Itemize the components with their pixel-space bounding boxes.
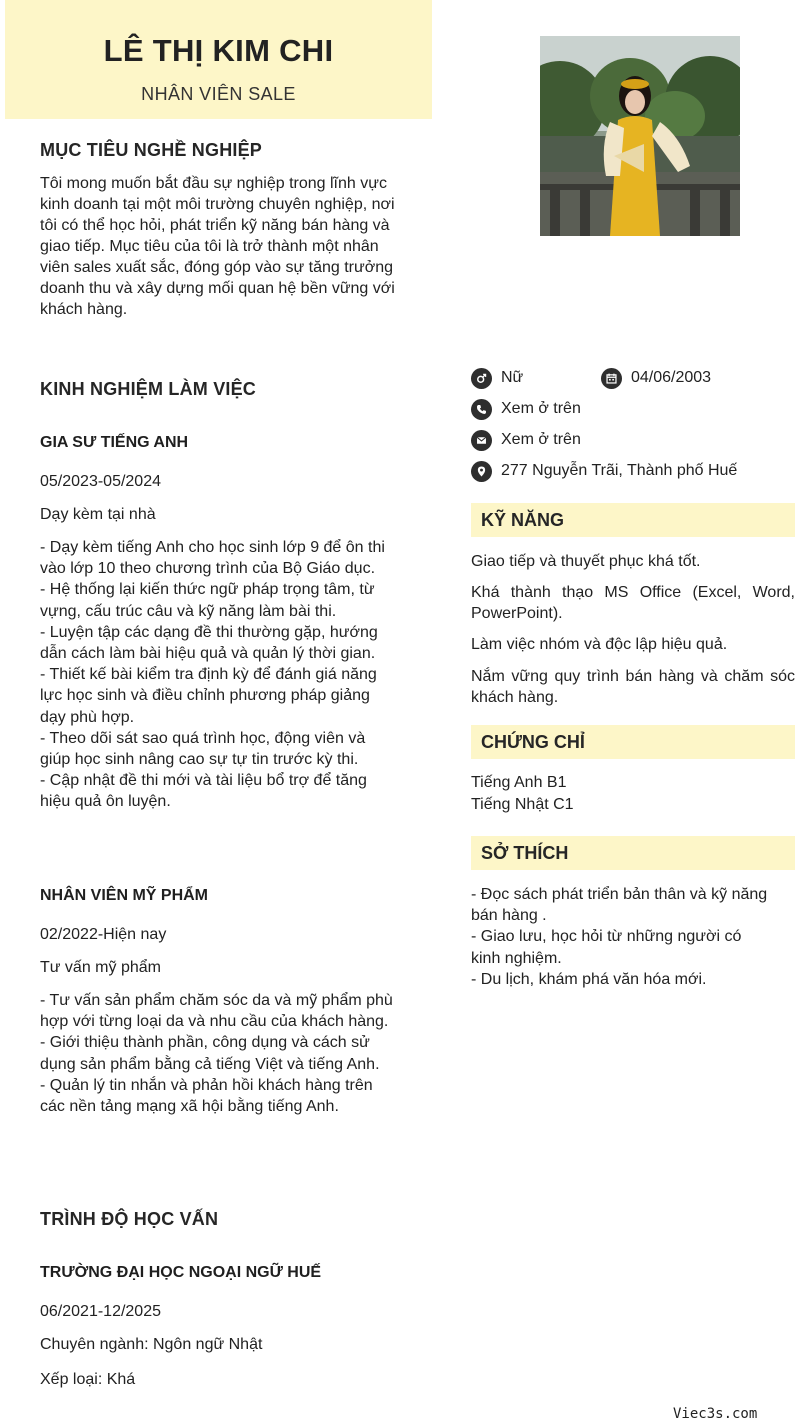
skills-heading: KỸ NĂNG bbox=[471, 503, 795, 537]
skill-item: Làm việc nhóm và độc lập hiệu quả. bbox=[471, 636, 728, 653]
experience-heading: KINH NGHIỆM LÀM VIỆC bbox=[40, 379, 257, 399]
email-icon bbox=[471, 430, 492, 451]
certificates-heading: CHỨNG CHỈ bbox=[471, 725, 795, 759]
email-row bbox=[471, 429, 581, 451]
job-entry bbox=[40, 434, 395, 811]
experience-heading-block bbox=[40, 379, 395, 400]
certificate-item: Tiếng Nhật C1 bbox=[471, 796, 574, 813]
education-major: Chuyên ngành: Ngôn ngữ Nhật bbox=[40, 1336, 263, 1353]
gender-row bbox=[471, 367, 523, 389]
skill-item: Khá thành thạo MS Office (Excel, Word, PowerPoint). bbox=[471, 584, 795, 622]
skill-item: Giao tiếp và thuyết phục khá tốt. bbox=[471, 553, 701, 570]
education-section bbox=[40, 1209, 395, 1230]
job-title-1: GIA SƯ TIẾNG ANH bbox=[40, 434, 189, 451]
job-title-2: NHÂN VIÊN MỸ PHẨM bbox=[40, 887, 209, 904]
job-role-1: Dạy kèm tại nhà bbox=[40, 506, 156, 523]
address-value: 277 Nguyễn Trãi, Thành phố Huế bbox=[501, 462, 738, 479]
address-row bbox=[471, 460, 737, 482]
job-title: NHÂN VIÊN SALE bbox=[141, 84, 296, 104]
phone-icon bbox=[471, 399, 492, 420]
job-details-2: - Tư vấn sản phẩm chăm sóc da và mỹ phẩm phù hợp với từng loại da và nhu cầu của khách hàng. - Giới thiệu thành phần, công dụng và cách sử dụng sản phẩm bằng cả tiếng Việt và tiếng Anh. - Quản lý tin nhắn và phản hồi khách hàng trên các nền tảng mạng xã hội bằng tiếng Anh. bbox=[40, 992, 393, 1116]
objective-section bbox=[40, 140, 395, 320]
gender-icon bbox=[471, 368, 492, 389]
skills-list bbox=[471, 551, 795, 708]
profile-photo-illustration bbox=[540, 36, 740, 236]
job-details-1: - Dạy kèm tiếng Anh cho học sinh lớp 9 để ôn thi vào lớp 10 theo chương trình của Bộ Giáo dục. - Hệ thống lại kiến thức ngữ pháp trọng tâm, từ vựng, cấu trúc câu và kỹ năng làm bài thi. - Luyện tập các dạng đề thi thường gặp, hướng dẫn cách làm bài hiệu quả và quản lý thời gian. - Thiết kế bài kiểm tra định kỳ để đánh giá năng lực học sinh và điều chỉnh phương pháp giảng dạy phù hợp. - Theo dõi sát sao quá trình học, động viên và giúp học sinh nâng cao sự tự tin trước kỳ thi. - Cập nhật đề thi mới và tài liệu bổ trợ để tăng hiệu quả ôn luyện. bbox=[40, 539, 385, 811]
certificates-list bbox=[471, 772, 795, 815]
education-period: 06/2021-12/2025 bbox=[40, 1303, 161, 1320]
location-icon bbox=[471, 461, 492, 482]
phone-row bbox=[471, 398, 581, 420]
job-period-1: 05/2023-05/2024 bbox=[40, 473, 161, 490]
school-name: TRƯỜNG ĐẠI HỌC NGOẠI NGỮ HUẾ bbox=[40, 1264, 322, 1281]
objective-text: Tôi mong muốn bắt đầu sự nghiệp trong lĩnh vực kinh doanh tại một môi trường chuyên nghiệp, nơi tôi có thể học hỏi, phát triển kỹ năng bán hàng và giao tiếp. Mục tiêu của tôi là trở thành một nhân viên sales xuất sắc, đóng góp vào sự tăng trưởng doanh thu và xây dựng mối quan hệ bền vững với khách hàng. bbox=[40, 175, 395, 318]
birthday-value: 04/06/2003 bbox=[631, 369, 712, 386]
hobbies-list bbox=[471, 884, 771, 990]
job-period-2: 02/2022-Hiện nay bbox=[40, 926, 167, 943]
skill-item: Nắm vững quy trình bán hàng và chăm sóc khách hàng. bbox=[471, 668, 795, 706]
education-entry bbox=[40, 1264, 395, 1388]
job-entry bbox=[40, 887, 395, 1116]
calendar-icon bbox=[601, 368, 622, 389]
education-rank: Xếp loại: Khá bbox=[40, 1371, 136, 1388]
phone-value: Xem ở trên bbox=[501, 400, 581, 417]
certificate-item: Tiếng Anh B1 bbox=[471, 774, 567, 791]
email-value: Xem ở trên bbox=[501, 431, 581, 448]
job-role-2: Tư vấn mỹ phẩm bbox=[40, 959, 161, 976]
full-name: LÊ THỊ KIM CHI bbox=[103, 33, 334, 68]
hobbies-heading: SỞ THÍCH bbox=[471, 836, 795, 870]
profile-photo bbox=[540, 36, 740, 236]
name-header bbox=[5, 0, 432, 119]
objective-heading: MỤC TIÊU NGHỀ NGHIỆP bbox=[40, 140, 263, 160]
watermark: Viec3s.com bbox=[673, 1406, 758, 1422]
gender-value: Nữ bbox=[501, 369, 524, 386]
hobbies-text: - Đọc sách phát triển bản thân và kỹ năng bán hàng . - Giao lưu, học hỏi từ những người có kinh nghiệm. - Du lịch, khám phá văn hóa mới. bbox=[471, 886, 768, 988]
education-heading: TRÌNH ĐỘ HỌC VẤN bbox=[40, 1209, 219, 1229]
birthday-row bbox=[601, 367, 711, 389]
